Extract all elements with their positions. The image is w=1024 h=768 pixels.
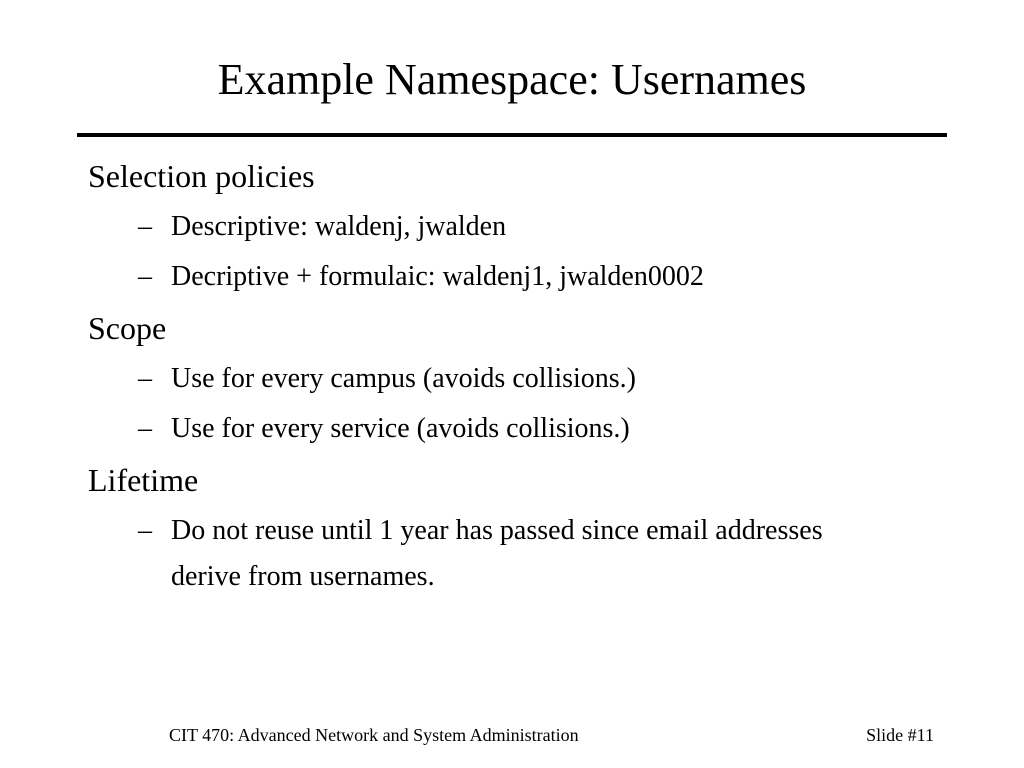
slide-title: Example Namespace: Usernames [217, 55, 807, 104]
sub-bullet-text: Descriptive: waldenj, jwalden [171, 211, 507, 242]
dash-bullet-icon: – [138, 211, 152, 242]
sub-bullet-text: Use for every service (avoids collisions.) [171, 413, 630, 444]
section-selection-policies [88, 152, 948, 300]
footer-course-title: CIT 470: Advanced Network and System Administration [169, 725, 579, 745]
footer-slide-number: Slide #11 [866, 725, 934, 745]
section-heading: Scope [88, 310, 167, 346]
sub-bullet-text: Decriptive + formulaic: waldenj1, jwalden0002 [171, 261, 704, 292]
slide-content [88, 152, 948, 600]
sub-bullet-item [88, 406, 851, 452]
sub-bullet-list [88, 508, 948, 600]
sub-bullet-item [88, 508, 851, 600]
section-lifetime [88, 456, 948, 600]
dash-bullet-icon: – [138, 363, 152, 394]
sub-bullet-item [88, 254, 851, 300]
dash-bullet-icon: – [138, 261, 152, 292]
title-divider [77, 133, 947, 137]
sub-bullet-list [88, 204, 948, 300]
section-heading: Selection policies [88, 158, 315, 194]
section-scope [88, 304, 948, 452]
sub-bullet-item [88, 356, 851, 402]
sub-bullet-item [88, 204, 851, 250]
sub-bullet-text: Do not reuse until 1 year has passed since email addresses derive from usernames. [171, 515, 823, 592]
dash-bullet-icon: – [138, 413, 152, 444]
dash-bullet-icon: – [138, 515, 152, 546]
sub-bullet-text: Use for every campus (avoids collisions.) [171, 363, 636, 394]
sub-bullet-list [88, 356, 948, 452]
section-heading: Lifetime [88, 462, 199, 498]
